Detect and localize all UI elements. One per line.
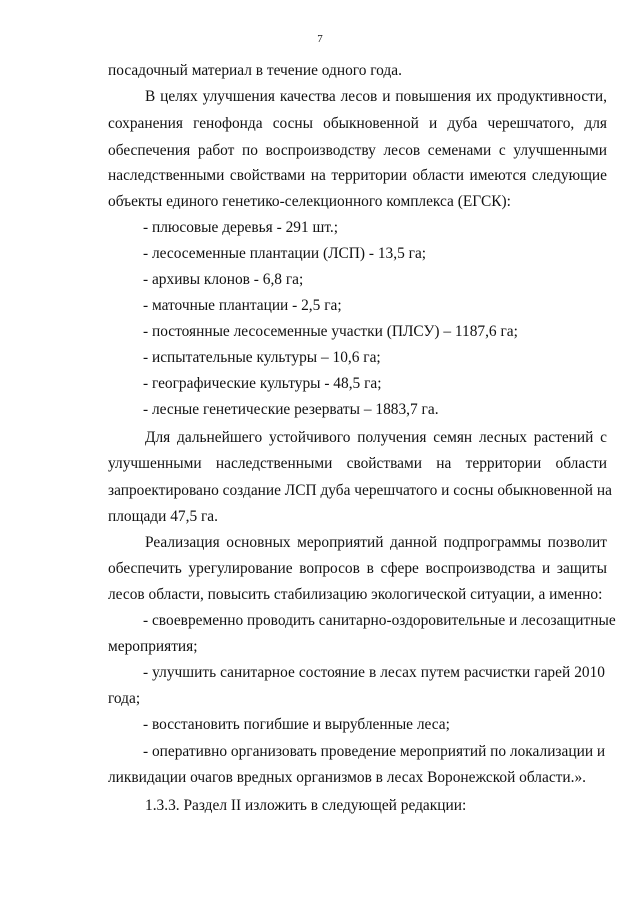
- page-number: 7: [317, 33, 323, 45]
- paragraph-first-line: Реализация основных мероприятий данной подпрограммы позволит: [145, 534, 607, 551]
- text-line: площади 47,5 га.: [108, 508, 218, 525]
- text-line: года;: [108, 690, 141, 707]
- list-item: - постоянные лесосеменные участки (ПЛСУ) – 1187,6 га;: [143, 323, 518, 340]
- text-line: наследственными свойствами на территории области имеются следующие: [108, 167, 607, 184]
- list-item: - испытательные культуры – 10,6 га;: [143, 349, 381, 366]
- paragraph-first-line: Для дальнейшего устойчивого получения семян лесных растений с: [145, 429, 607, 446]
- section-instruction: 1.3.3. Раздел II изложить в следующей редакции:: [145, 797, 467, 814]
- text-line: посадочный материал в течение одного года.: [108, 62, 402, 79]
- text-line: ликвидации очагов вредных организмов в лесах Воронежской области.».: [108, 769, 587, 786]
- list-item: - лесные генетические резерваты – 1883,7 га.: [143, 401, 439, 418]
- list-item: - улучшить санитарное состояние в лесах путем расчистки гарей 2010: [143, 664, 605, 681]
- list-item: - географические культуры - 48,5 га;: [143, 375, 382, 392]
- text-line: мероприятия;: [108, 638, 198, 655]
- text-line: сохранения генофонда сосны обыкновенной и дуба черешчатого, для: [108, 115, 607, 132]
- text-line: обеспечения работ по воспроизводству лесов семенами с улучшенными: [108, 142, 607, 159]
- text-line: лесов области, повысить стабилизацию экологической ситуации, а именно:: [108, 586, 603, 603]
- list-item: - лесосеменные плантации (ЛСП) - 13,5 га;: [143, 245, 427, 262]
- list-item: - оперативно организовать проведение мероприятий по локализации и: [143, 743, 606, 760]
- paragraph-first-line: В целях улучшения качества лесов и повышения их продуктивности,: [145, 88, 607, 105]
- list-item: - своевременно проводить санитарно-оздоровительные и лесозащитные: [143, 612, 616, 629]
- list-item: - архивы клонов - 6,8 га;: [143, 271, 304, 288]
- text-line: запроектировано создание ЛСП дуба черешчатого и сосны обыкновенной на: [108, 482, 612, 499]
- text-line: обеспечить урегулирование вопросов в сфере воспроизводства и защиты: [108, 560, 607, 577]
- text-line: объекты единого генетико-селекционного комплекса (ЕГСК):: [108, 193, 511, 210]
- list-item: - восстановить погибшие и вырубленные леса;: [143, 716, 450, 733]
- text-line: улучшенными наследственными свойствами на территории области: [108, 455, 607, 472]
- list-item: - маточные плантации - 2,5 га;: [143, 297, 342, 314]
- list-item: - плюсовые деревья - 291 шт.;: [143, 219, 339, 236]
